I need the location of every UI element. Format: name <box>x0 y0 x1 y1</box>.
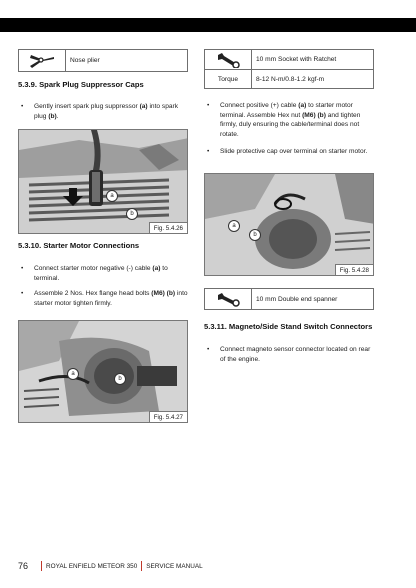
footer-separator <box>141 561 142 571</box>
tool-torque-table <box>204 49 374 89</box>
bullet-text: Gently insert spark plug suppressor (a) into spark plug (b). <box>34 103 179 120</box>
bullet-dot: • <box>207 346 210 353</box>
bullet-starter-1 <box>21 264 188 284</box>
figure-caption: Fig. 5.4.28 <box>335 264 373 275</box>
figure-starter-terminal <box>204 173 374 276</box>
callout-b: b <box>126 208 138 220</box>
tool-box-nose-plier <box>18 49 188 72</box>
footer-doc-title: SERVICE MANUAL <box>146 562 203 570</box>
engine-photo-starter <box>19 321 188 423</box>
figure-caption: Fig. 5.4.26 <box>149 222 187 233</box>
page-footer <box>18 561 203 571</box>
wrench-icon <box>205 50 252 69</box>
bullet-text: Connect starter motor negative (-) cable (a) to terminal. <box>34 265 168 282</box>
torque-label: Torque <box>205 70 252 88</box>
pliers-icon <box>19 50 66 71</box>
engine-photo-spark-plug <box>19 130 188 234</box>
tool-name: 10 mm Socket with Ratchet <box>256 56 337 63</box>
callout-b: b <box>249 229 261 241</box>
header-band <box>0 18 416 32</box>
callout-b: b <box>114 373 126 385</box>
tool-name: 10 mm Double end spanner <box>256 295 338 303</box>
callout-a: a <box>228 220 240 232</box>
bullet-dot: • <box>207 102 210 109</box>
tool-box-double-end-spanner <box>204 288 374 310</box>
bullet-magneto <box>207 345 374 365</box>
figure-spark-plug <box>18 129 188 234</box>
footer-separator <box>41 561 42 571</box>
bullet-spark-plug <box>21 102 188 122</box>
torque-value: 8-12 N-m/0.8-1.2 kgf-m <box>256 75 325 83</box>
spanner-icon <box>205 289 252 309</box>
tool-row <box>205 50 373 69</box>
bullet-text: Connect positive (+) cable (a) to starter motor terminal. Assemble Hex nut (M6) (b) and tighten firmly, duly ensuring the cable/terminal does not rotate. <box>220 102 361 138</box>
bullet-text: Connect magneto sensor connector located on rear of the engine. <box>220 346 371 363</box>
bullet-starter-2 <box>21 289 188 309</box>
bullet-protective-cap <box>207 147 374 167</box>
bullet-text: Slide protective cap over terminal on starter motor. <box>220 148 368 155</box>
bullet-dot: • <box>21 265 24 272</box>
callout-a: a <box>67 368 79 380</box>
page-number: 76 <box>18 561 29 571</box>
torque-row <box>205 69 373 88</box>
section-title-starter-motor: 5.3.10. Starter Motor Connections <box>18 241 140 250</box>
figure-caption: Fig. 5.4.27 <box>149 411 187 422</box>
footer-brand: ROYAL ENFIELD METEOR 350 <box>46 562 138 570</box>
section-title-spark-plug: 5.3.9. Spark Plug Suppressor Caps <box>18 80 144 89</box>
tool-name: Nose plier <box>70 57 100 64</box>
section-title-magneto: 5.3.11. Magneto/Side Stand Switch Connectors <box>204 322 373 331</box>
bullet-dot: • <box>21 290 24 297</box>
callout-a: a <box>106 190 118 202</box>
bullet-positive-cable <box>207 101 374 141</box>
figure-starter-motor <box>18 320 188 423</box>
bullet-text: Assemble 2 Nos. Hex flange head bolts (M6) (b) into starter motor tighten firmly. <box>34 290 188 307</box>
bullet-dot: • <box>21 103 24 110</box>
bullet-dot: • <box>207 148 210 155</box>
